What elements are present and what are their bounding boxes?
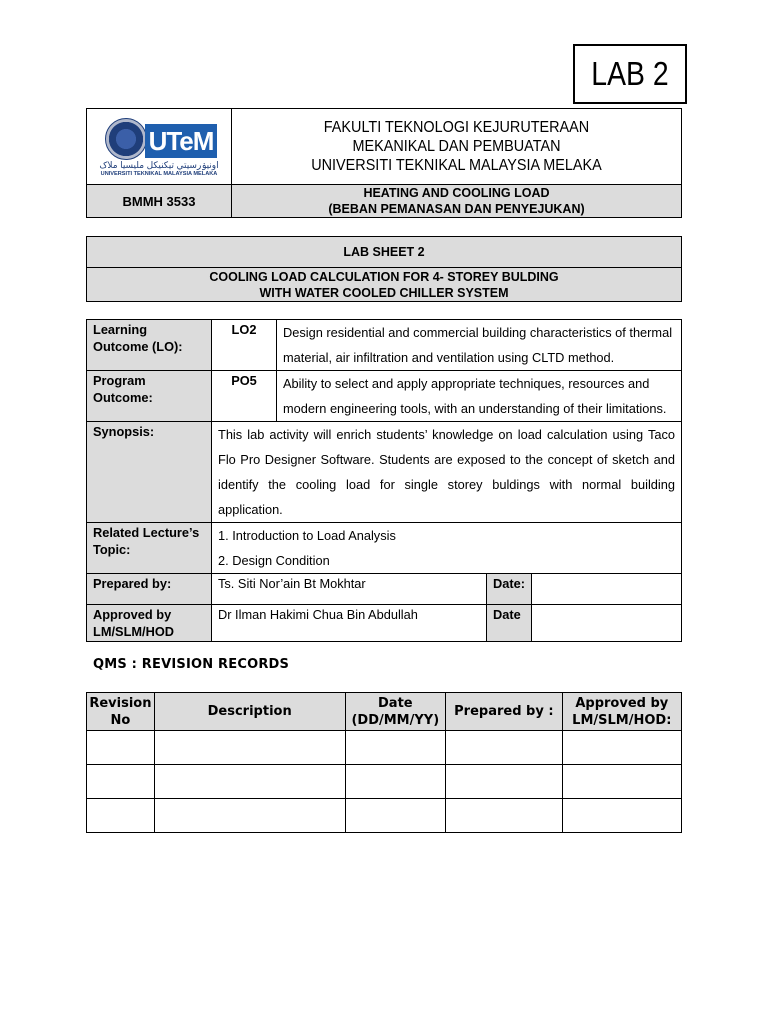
logo-subtitle: UNIVERSITI TEKNIKAL MALAYSIA MELAKA [100, 170, 218, 177]
qms-revision-title: QMS : REVISION RECORDS [93, 657, 290, 672]
approved-cell [562, 765, 681, 799]
prepared-cell [446, 799, 562, 833]
approved-cell [562, 731, 681, 765]
revision-header-row [87, 693, 682, 731]
course-title-line: (BEBAN PEMANASAN DAN PENYEJUKAN) [328, 202, 585, 216]
prepared-cell [446, 731, 562, 765]
course-code: BMMH 3533 [87, 185, 232, 218]
date-cell [345, 765, 446, 799]
prepared-by-header: Prepared by : [446, 693, 562, 731]
lab-sheet-table [86, 236, 682, 302]
faculty-line: UNIVERSITI TEKNIKAL MALAYSIA MELAKA [311, 157, 602, 174]
logo-jawi-text: اونيۏرسيتي تيکنيکل مليسيا ملاک [99, 159, 219, 170]
learning-outcome-code: LO2 [212, 320, 277, 371]
approved-by-value: Dr Ilman Hakimi Chua Bin Abdullah [212, 605, 487, 642]
lab-sheet-subtitle [87, 268, 682, 302]
description-cell [154, 731, 345, 765]
program-outcome-text: Ability to select and apply appropriate techniques, resources and modern engineering tools, with an understanding of their limitations. [277, 371, 682, 422]
learning-outcome-label: Learning Outcome (LO): [87, 320, 212, 371]
utem-wordmark: UTeM [145, 124, 217, 158]
description-cell [154, 765, 345, 799]
prepared-by-value: Ts. Siti Nor’ain Bt Mokhtar [212, 574, 487, 605]
prepared-date-label: Date: [487, 574, 532, 605]
synopsis-text: This lab activity will enrich students’ knowledge on load calculation using Taco Flo Pro Designer Software. Students are exposed to the concept of sketch and identify the cooling load for single storey buldings with normal building application. [212, 422, 682, 523]
faculty-name [232, 109, 682, 185]
course-title [232, 185, 682, 218]
date-header: Date (DD/MM/YY) [345, 693, 446, 731]
approved-by-header: Approved by LM/SLM/HOD: [562, 693, 681, 731]
course-title-line: HEATING AND COOLING LOAD [363, 186, 550, 200]
approved-date-label: Date [487, 605, 532, 642]
revision-cell [87, 731, 155, 765]
lab-sheet-title: LAB SHEET 2 [87, 237, 682, 268]
lab-sheet-subtitle-line: WITH WATER COOLED CHILLER SYSTEM [259, 285, 509, 300]
lab-number-label: LAB 2 [591, 55, 669, 92]
related-topic-item: 2. Design Condition [218, 553, 330, 568]
related-topic-list [212, 523, 682, 574]
revision-cell [87, 765, 155, 799]
date-cell [345, 731, 446, 765]
logo-cell [87, 109, 232, 185]
program-outcome-label: Program Outcome: [87, 371, 212, 422]
description-cell [154, 799, 345, 833]
related-topic-item: 1. Introduction to Load Analysis [218, 528, 396, 543]
revision-no-header: Revision No [87, 693, 155, 731]
faculty-line: MEKANIKAL DAN PEMBUATAN [352, 138, 561, 155]
learning-outcome-text: Design residential and commercial building characteristics of thermal material, air infiltration and ventilation using CLTD method. [277, 320, 682, 371]
lab-info-table [86, 319, 682, 642]
course-header-table [86, 108, 682, 218]
prepared-by-label: Prepared by: [87, 574, 212, 605]
approved-cell [562, 799, 681, 833]
lab-number-box [573, 44, 687, 104]
faculty-line: FAKULTI TEKNOLOGI KEJURUTERAAN [323, 119, 590, 136]
synopsis-label: Synopsis: [87, 422, 212, 523]
description-header: Description [154, 693, 345, 731]
approved-by-label: Approved by LM/SLM/HOD [87, 605, 212, 642]
related-topic-label: Related Lecture’s Topic: [87, 523, 212, 574]
program-outcome-code: PO5 [212, 371, 277, 422]
date-cell [345, 799, 446, 833]
table-row [87, 799, 682, 833]
revision-cell [87, 799, 155, 833]
utem-logo [95, 114, 223, 180]
university-crest-icon [105, 118, 147, 160]
table-row [87, 731, 682, 765]
revision-records-table [86, 692, 682, 833]
table-row [87, 765, 682, 799]
prepared-cell [446, 765, 562, 799]
lab-sheet-subtitle-line: COOLING LOAD CALCULATION FOR 4- STOREY BULDING [209, 269, 559, 284]
approved-date-value [532, 605, 682, 642]
prepared-date-value [532, 574, 682, 605]
